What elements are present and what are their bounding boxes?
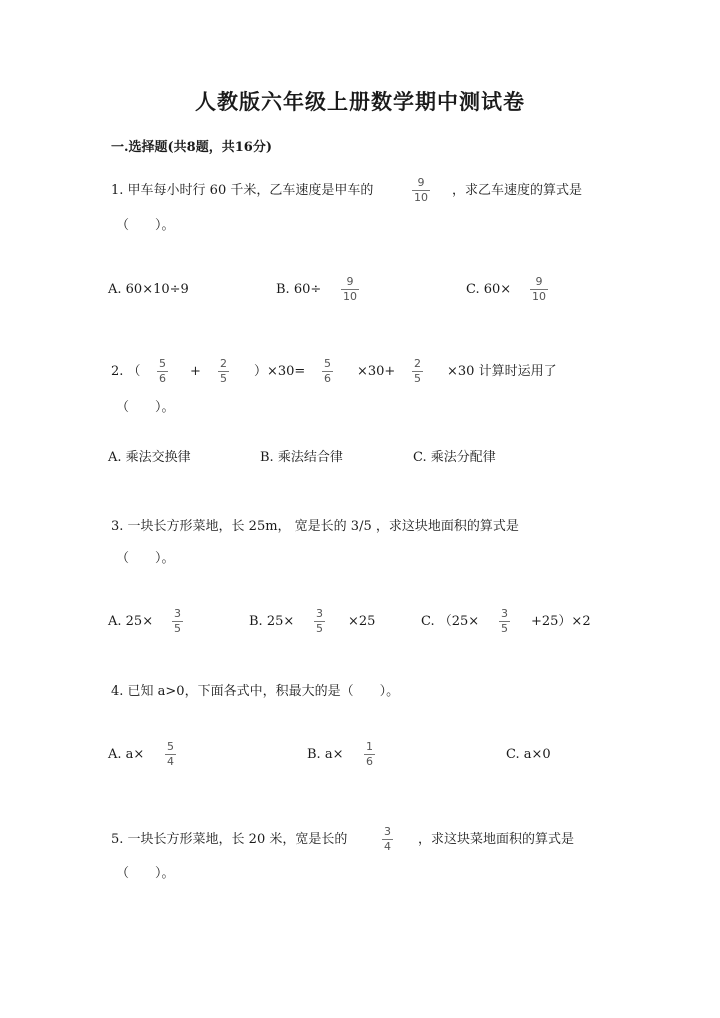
fraction: 2 5: [414, 357, 421, 385]
question-text: ×30 计算时运用了: [447, 364, 557, 379]
option-b: B. a×: [307, 747, 344, 762]
answer-blank: （ ）。: [116, 866, 175, 881]
option-b: B. 25×: [249, 614, 295, 629]
option-c: C. 乘法分配律: [413, 450, 496, 465]
fraction: 1 6: [366, 740, 373, 768]
question-text: ）×30=: [254, 364, 306, 379]
option-b-suffix: ×25: [348, 614, 376, 629]
fraction: 9 10: [532, 275, 546, 303]
option-a: A. 25×: [108, 614, 154, 629]
fraction: 3 4: [384, 825, 391, 853]
fraction: 3 5: [501, 607, 508, 635]
fraction: 3 5: [174, 607, 181, 635]
option-a: A. 60×10÷9: [108, 282, 189, 297]
question-text: 5. 一块长方形菜地，长 20 米，宽是长的: [111, 832, 348, 847]
fraction: 5 6: [324, 357, 331, 385]
question-text: 4. 已知 a>0，下面各式中，积最大的是（ ）。: [111, 684, 400, 699]
question-text: +: [190, 364, 201, 379]
option-c: C. （25×: [421, 614, 480, 629]
question-text: 3. 一块长方形菜地，长 25m， 宽是长的 3/5 ，求这块地面积的算式是: [111, 519, 519, 534]
option-b: B. 60÷: [276, 282, 322, 297]
fraction: 9 10: [414, 176, 428, 204]
question-text: ，求这块菜地面积的算式是: [418, 832, 575, 847]
option-c-suffix: +25）×2: [531, 614, 591, 629]
fraction: 3 5: [316, 607, 323, 635]
option-a: A. a×: [108, 747, 145, 762]
fraction: 5 4: [167, 740, 174, 768]
answer-blank: （ ）。: [116, 400, 175, 415]
option-a: A. 乘法交换律: [108, 450, 191, 465]
fraction: 5 6: [159, 357, 166, 385]
fraction: 9 10: [343, 275, 357, 303]
fraction: 2 5: [220, 357, 227, 385]
section-heading: 一.选择题(共8题，共16分): [111, 140, 272, 155]
question-text: ，求乙车速度的算式是: [452, 183, 583, 198]
question-text: ×30+: [357, 364, 396, 379]
page-title: 人教版六年级上册数学期中测试卷: [195, 89, 525, 114]
answer-blank: （ ）。: [116, 218, 175, 233]
answer-blank: （ ）。: [116, 551, 175, 566]
option-c: C. 60×: [466, 282, 512, 297]
option-c: C. a×0: [506, 747, 551, 762]
question-text: 2. （: [111, 364, 141, 379]
question-text: 1. 甲车每小时行 60 千米，乙车速度是甲车的: [111, 183, 374, 198]
option-b: B. 乘法结合律: [260, 450, 343, 465]
